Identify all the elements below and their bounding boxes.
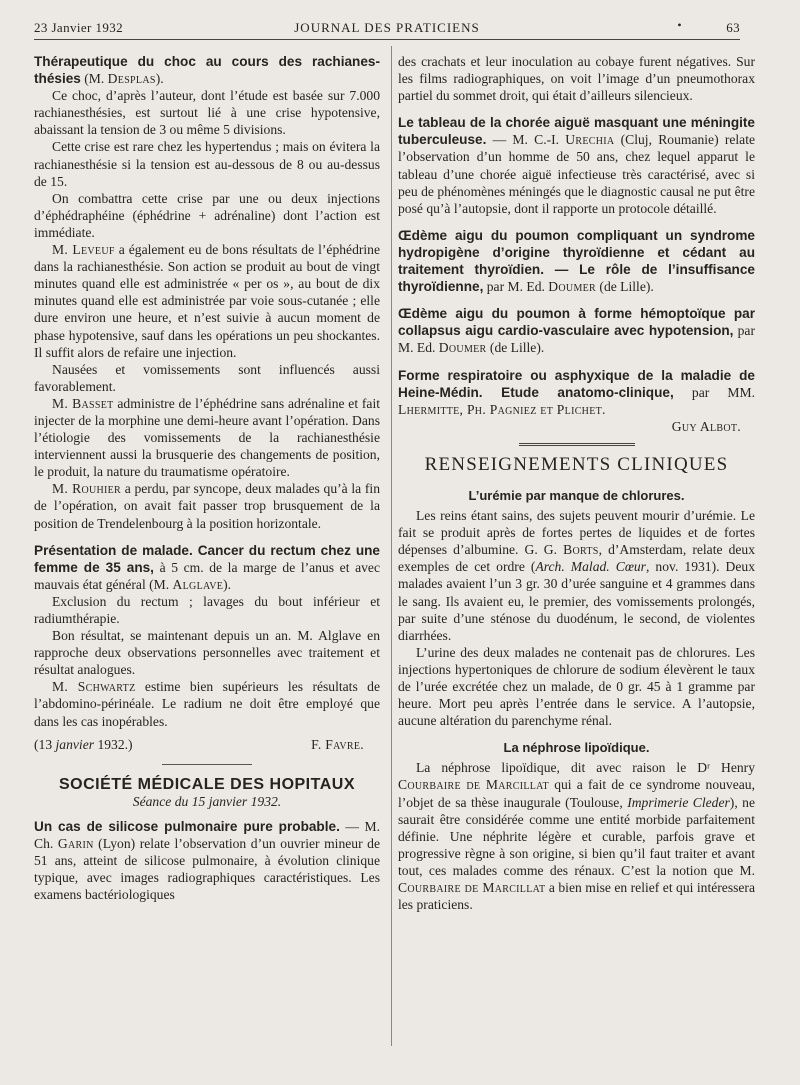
paragraph: La néphrose lipoïdique, dit avec raison le Dʳ Henry Courbaire de Marcillat qui a fait de ce syndrome nouveau, l’objet de sa thèse inaugurale (Toulouse, Imprimerie Cleder), ne saurait être considérée comme une entité morbide parfaitement définie. Une néphrite légère et curable, parfois grave et progressive règne à son origine, si bien qu’il faut traiter et avant tout, ces malades comme des rénaux. C’est la notion que M. Courbaire de Marcillat a bien mise en relief et qui intéressera les praticiens.: [398, 760, 755, 913]
article-heading: Forme respiratoire ou asphyxique de la maladie de Heine-Médin. Etude anatomo-clinique,: [398, 367, 755, 400]
article-heading: Un cas de silicose pulmonaire pure probable.: [34, 818, 340, 834]
author-name: M. Basset: [52, 395, 114, 411]
header-rule: [34, 39, 740, 40]
seance-date: Séance du 15 janvier 1932.: [132, 793, 282, 809]
article-heading: Présentation de malade. Cancer du rectum chez une femme de 35 ans,: [34, 542, 380, 575]
author-name: Doumer: [438, 340, 487, 356]
citation: Imprimerie Cleder: [627, 794, 730, 810]
author-name: Desplas: [107, 71, 156, 87]
paragraph-text: a également eu de bons résultats de l’éphédrine dans la rachianesthésie. Son action se produit au bout de vingt minutes quand elle est administrée « per os », au bout de dix minutes quand elle est administrée par voie sous-cutanée ; elle dure environ une heure, et n’est suivie à aucun moment de phase hypotensive, sauf dans les opérations un peu shockantes. Il suffit alors de refaire une injection.: [34, 242, 380, 360]
header-bullet: •: [677, 18, 682, 32]
paragraph: On combattra cette crise par une ou deux injections d’éphédraphéine (éphédrine + adrénaline) dont l’action est immédiate.: [34, 190, 380, 240]
author-name: M. Leveuf: [52, 242, 115, 258]
author-name: Alglave: [172, 576, 224, 592]
paragraph: des crachats et leur inoculation au cobaye furent négatives. Sur les films radiographiques, on voit l’image d’un pneumothorax partiel du sommet droit, qui était d’ailleurs silencieux.: [398, 54, 755, 104]
article-oedeme-thyroidien: Œdème aigu du poumon compliquant un syndrome hydropigène d’origine thyroïdienne et cédant au traitement thyroïdien. — Le rôle de l’insuffisance thyroïdienne, par M. Ed. Doumer (de Lille).: [398, 227, 755, 295]
author-name: Lhermitte, Ph. Pagniez et Plichet.: [398, 401, 606, 417]
paragraph-text: a perdu, par syncope, deux malades qu’à la fin de l’opération, on avait fait passer trop brusquement de la position de Trendelenbourg à la position horizontale.: [34, 481, 380, 531]
article-heading: Œdème aigu du poumon compliquant un syndrome hydropigène d’origine thyroïdienne et cédant au traitement thyroïdien. — Le rôle de l’insuffisance thyroïdienne,: [398, 227, 755, 295]
paragraph: [34, 480, 380, 531]
paragraph-text: administre de l’éphédrine sans adrénaline et fait injecter de la morphine une demi-heure avant l’opération. Dans l’étiologie des vomissements de la rachianesthésie interviennent aussi la brusquerie des changements de position, le produit, la nature du traumatisme opératoire.: [34, 395, 381, 480]
paragraph: Nausées et vomissements sont influencés aussi favorablement.: [34, 361, 380, 394]
column-divider: [391, 46, 392, 1046]
author-name: Courbaire de Marcillat: [398, 777, 549, 793]
subsection-title: L’urémie par manque de chlorures.: [468, 487, 685, 503]
article-heading: Œdème aigu du poumon à forme hémoptoïque par collapsus aigu cardio-vasculaire avec hypotension,: [398, 306, 755, 339]
article-choc: Thérapeutique du choc au cours des rachianes-thésies (M. Desplas).: [34, 54, 380, 87]
author-name: M. Rouhier: [52, 481, 122, 497]
article-silicose: Un cas de silicose pulmonaire pure probable. — M. Ch. Garin (Lyon) relate l’observation d’un ouvrier mineur de 51 ans, atteint de silicose pulmonaire, à évolution clinique typique, avec images radiographiques caractéristiques. Les examens bactériologiques: [34, 818, 380, 903]
paragraph: Ce choc, d’après l’auteur, dont l’étude est basée sur 7.000 rachianesthésies, est surtout lié à une crise hypotensive, abaissant la tension de 3 ou même 5 divisions.: [34, 88, 380, 138]
author-name: M. Schwartz: [52, 679, 136, 695]
left-column: [34, 53, 380, 903]
paragraph-text: (Lyon) relate l’observation d’un ouvrier mineur de 51 ans, atteint de silicose pulmonaire, à évolution clinique typique, avec images radiographiques caractéristiques. Les examens bactériologiques: [34, 835, 380, 903]
paragraph: L’urine des deux malades ne contenait pas de chlorures. Les injections hypertoniques de chlorure de sodium élevèrent le taux de l’urée excrétée chez un malade, de 0 gr. 45 à 1 gramme par heure. Mort peu après l’entrée dans le service. A l’autopsie, aucune altération du parenchyme rénal.: [398, 644, 755, 729]
signature-date: (13 janvier 1932.): [34, 736, 133, 752]
paragraph-text: estime bien supérieurs les résultats de l’abdomino-périnéale. Le radium ne doit être employé que dans les cas inopérables.: [34, 679, 380, 729]
paragraph-text: à 5 cm. de la marge de l’anus et avec mauvais état général (M.: [34, 559, 380, 592]
author-name: Borts: [563, 542, 599, 558]
paragraph: Les reins étant sains, des sujets peuvent mourir d’urémie. Le fait se produit après de fortes pertes de liquides et de fortes dépenses d’albumine. G. G. Borts, d’Amsterdam, relate deux exemples de cet ordre (Arch. Malad. Cœur, nov. 1931). Deux malades avaient l’un 3 gr. 30 d’urée sanguine et 4 grammes dans le sang. Ils avaient eu, le premier, des vomissements prolongés, par suite d’une sténose du duodénum, le second, de violentes diarrhées.: [398, 508, 756, 643]
section-rule: [519, 443, 635, 448]
paragraph: [34, 395, 380, 480]
article-heine-medin: Forme respiratoire ou asphyxique de la maladie de Heine-Médin. Etude anatomo-clinique, par MM. Lhermitte, Ph. Pagniez et Plichet.: [398, 367, 756, 417]
signature-author: Guy Albot.: [671, 418, 741, 434]
section-rule: [162, 764, 252, 765]
section-title: RENSEIGNEMENTS CLINIQUES: [424, 453, 729, 475]
article-oedeme-hemoptoique: Œdème aigu du poumon à forme hémoptoïque par collapsus aigu cardio-vasculaire avec hypotension, par M. Ed. Doumer (de Lille).: [398, 306, 755, 356]
author-name: Garin: [57, 835, 94, 851]
author-name: Courbaire de Marcillat: [398, 880, 546, 896]
citation: Arch. Malad. Cœur: [535, 559, 646, 575]
article-cancer-rectum: Présentation de malade. Cancer du rectum chez une femme de 35 ans, à 5 cm. de la marge de l’anus et avec mauvais état général (M. Alglave).: [34, 542, 380, 592]
author-name: Urechia: [565, 132, 615, 148]
paragraph: [34, 678, 380, 729]
right-column: [398, 53, 755, 913]
society-title: SOCIÉTÉ MÉDICALE DES HOPITAUX: [58, 775, 355, 793]
paragraph: Bon résultat, se maintenant depuis un an. M. Alglave en rapproche deux observations personnelles avec traitement et résultat analogues.: [34, 628, 380, 678]
header-page-number: 63: [726, 20, 740, 35]
paragraph: [34, 241, 380, 361]
article-heading: Le tableau de la chorée aiguë masquant une méningite tuberculeuse.: [398, 115, 755, 148]
signature-row: [34, 736, 380, 753]
paragraph-text: (Cluj, Roumanie) relate l’observation d’un homme de 50 ans, chez lequel apparut le tableau d’une chorée aiguë infectieuse très caractérisé, avec si peu de phénomènes méningés que le diagnostic causal ne put être posé qu’à l’autopsie, dont il rapporte un protocole détaillé.: [398, 132, 756, 216]
paragraph: Exclusion du rectum ; lavages du bout inférieur et radiumthérapie.: [34, 593, 380, 626]
article-choree: Le tableau de la chorée aiguë masquant une méningite tuberculeuse. — M. C.-I. Urechia (Cluj, Roumanie) relate l’observation d’un homme de 50 ans, chez lequel apparut le tableau d’une chorée aiguë infectieuse très caractérisé, avec si peu de phénomènes méningés que le diagnostic causal ne put être posé qu’à l’autopsie, dont il rapporte un protocole détaillé.: [398, 115, 756, 216]
subsection-title: La néphrose lipoïdique.: [503, 740, 650, 756]
header-date: 23 Janvier 1932: [34, 20, 124, 35]
signature-author: F. Favre.: [311, 736, 364, 752]
page-header: [34, 20, 740, 40]
article-heading: Thérapeutique du choc au cours des rachianes-thésies: [34, 54, 380, 87]
header-journal-title: JOURNAL DES PRATICIENS: [294, 20, 480, 35]
author-name: Doumer: [548, 279, 597, 295]
paragraph: Cette crise est rare chez les hypertendus ; mais on évitera la rachianesthésie si la tension est au-dessous de 8 ou au-dessus de 15.: [34, 139, 380, 189]
